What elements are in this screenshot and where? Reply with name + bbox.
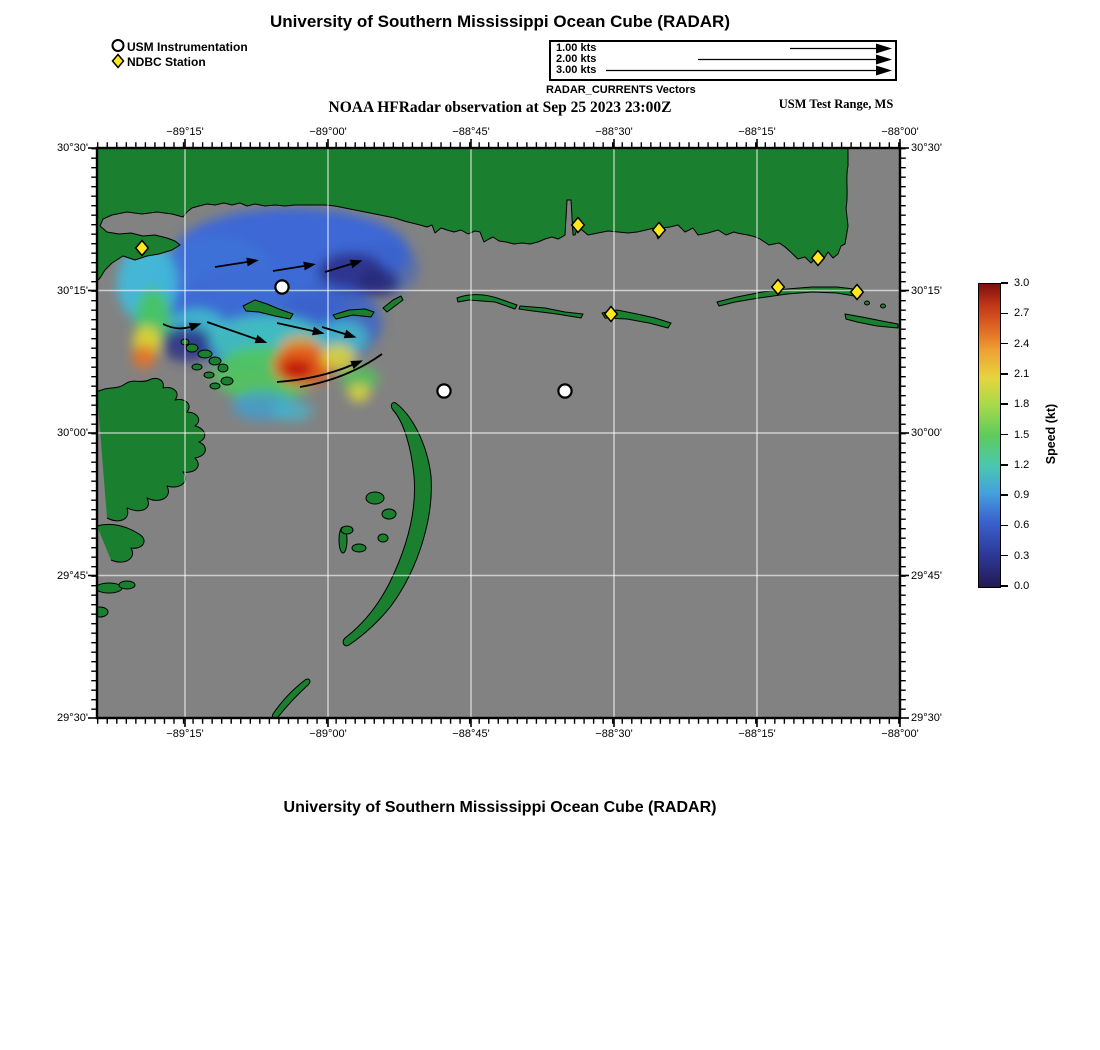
colorbar-tick [1001,434,1008,436]
colorbar-tick-label: 0.6 [1014,519,1030,532]
small-island [366,492,384,504]
y-axis-label-right: 30°30' [911,142,942,154]
colorbar-tick [1001,464,1008,466]
x-axis-label-bottom: −89°15' [166,728,204,740]
colorbar-tick-label: 0.9 [1014,489,1030,502]
usm-instrument-marker [275,280,288,293]
vector-scale-head [876,66,892,76]
colorbar-title: Speed (kt) [1044,403,1058,465]
colorbar [978,283,1001,588]
legend-ndbc-label: NDBC Station [127,55,206,69]
usm-instrumentation-icon [113,40,124,51]
colorbar-tick [1001,343,1008,345]
colorbar-tick-label: 2.7 [1014,307,1030,320]
colorbar-tick-label: 2.1 [1014,367,1030,380]
colorbar-tick [1001,494,1008,496]
vector-scale-head [876,55,892,65]
legend-icons [109,38,127,70]
y-axis-label-left: 30°30' [57,142,88,154]
usm-instrument-marker [437,384,450,397]
ndbc-station-icon [113,55,124,68]
vector-layer-caption: RADAR_CURRENTS Vectors [546,84,696,96]
x-axis-label-top: −88°00' [881,126,919,138]
x-axis-label-bottom: −88°15' [738,728,776,740]
colorbar-tick [1001,585,1008,587]
y-axis-label-left: 30°00' [57,427,88,439]
map-plot [87,138,910,728]
small-island [204,372,214,378]
small-island [119,581,135,589]
small-island [865,301,870,305]
speed-field-blob [348,384,370,402]
small-island [218,364,228,372]
colorbar-tick-label: 0.3 [1014,549,1030,562]
x-axis-label-bottom: −88°00' [881,728,919,740]
small-island [192,364,202,370]
x-axis-label-top: −89°15' [166,126,204,138]
small-island [881,304,886,308]
y-axis-label-right: 30°00' [911,427,942,439]
figure-title-bottom: University of Southern Mississippi Ocean Cube (RADAR) [283,799,717,816]
small-island [96,583,122,593]
colorbar-tick-label: 1.5 [1014,428,1030,441]
y-axis-label-right: 30°15' [911,284,942,297]
small-island [186,344,198,352]
y-axis-label-right: 29°30' [911,712,942,724]
colorbar-tick-label: 1.8 [1014,398,1030,411]
colorbar-tick [1001,555,1008,557]
colorbar-tick [1001,373,1008,375]
speed-field-blob [132,345,156,369]
speed-field-blob [272,400,312,422]
speed-field-blob [359,268,399,296]
y-axis-label-left: 30°15' [57,284,88,297]
colorbar-tick-label: 2.4 [1014,337,1030,350]
colorbar-tick [1001,282,1008,284]
y-axis-label-left: 29°45' [57,569,88,582]
legend-usm-label: USM Instrumentation [127,39,248,54]
small-island [198,350,212,358]
colorbar-tick-label: 1.2 [1014,458,1030,471]
y-axis-label-left: 29°30' [57,712,88,724]
colorbar-tick-label: 0.0 [1014,580,1030,592]
x-axis-label-top: −88°30' [595,126,633,138]
colorbar-tick [1001,403,1008,405]
usm-instrument-marker [558,384,571,397]
small-island [209,357,221,365]
x-axis-label-top: −88°45' [452,126,490,138]
vector-scale-arrows [551,42,895,79]
speed-field-blob [281,359,313,379]
small-island [341,526,353,534]
small-island [382,509,396,519]
x-axis-label-top: −88°15' [738,126,776,138]
x-axis-label-bottom: −88°30' [595,728,633,740]
observation-subtitle: NOAA HFRadar observation at Sep 25 2023 23:00Z [328,99,672,116]
small-island [210,383,220,389]
colorbar-tick-label: 3.0 [1014,277,1030,289]
small-island [352,544,366,552]
vector-scale-label: 3.00 kts [556,64,597,76]
x-axis-label-bottom: −88°45' [452,728,490,740]
colorbar-tick [1001,313,1008,315]
test-range-label: USM Test Range, MS [778,97,894,111]
colorbar-tick [1001,525,1008,527]
x-axis-label-top: −89°00' [309,126,347,138]
y-axis-label-right: 29°45' [911,569,942,582]
small-island [92,607,108,617]
small-island [378,534,388,542]
vector-scale-label: 2.00 kts [556,53,597,65]
vector-scale-label: 1.00 kts [556,42,597,54]
vector-scale-head [876,44,892,54]
small-island [221,377,233,385]
figure-title: University of Southern Mississippi Ocean Cube (RADAR) [269,12,730,31]
x-axis-label-bottom: −89°00' [309,728,347,740]
